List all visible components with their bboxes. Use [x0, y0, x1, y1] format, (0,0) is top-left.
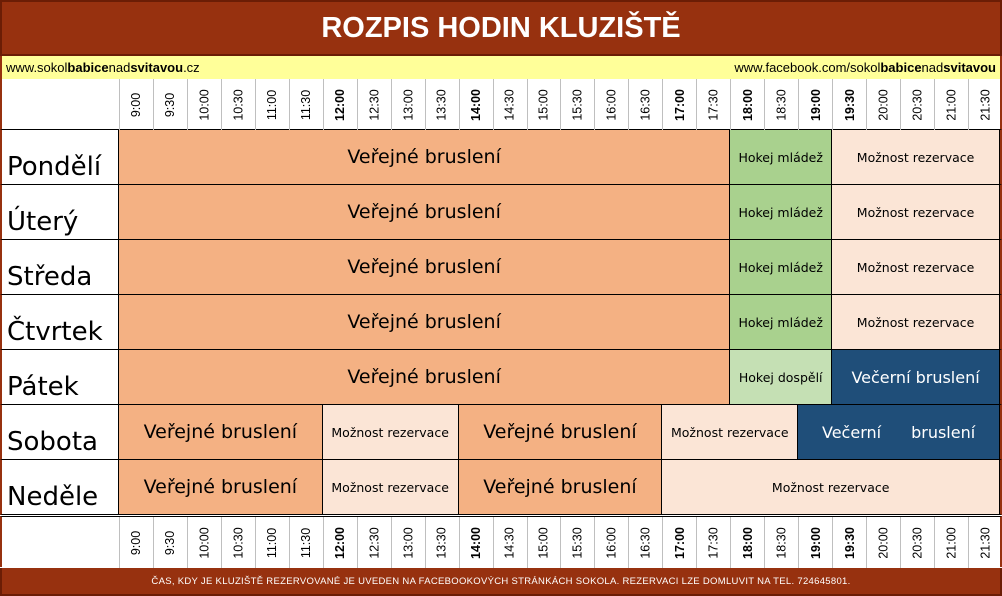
page-title: ROZPIS HODIN KLUZIŠTĚ: [0, 0, 1002, 56]
schedule-block-public: Veřejné bruslení: [119, 295, 730, 349]
time-label-text: 13:00: [401, 526, 416, 559]
top-time-label: [594, 79, 628, 130]
top-time-label: [187, 79, 221, 130]
day-label: Neděle: [2, 460, 119, 515]
time-label-text: 18:00: [740, 526, 755, 559]
time-label-text: 21:00: [944, 88, 959, 121]
time-label-text: 9:00: [129, 92, 144, 117]
time-label-text: 14:00: [469, 88, 484, 121]
schedule-block-public: Veřejné bruslení: [459, 405, 663, 459]
time-label-text: 17:00: [672, 88, 687, 121]
time-label-text: 19:00: [808, 88, 823, 121]
footer-note: ČAS, KDY JE KLUZIŠTĚ REZERVOVANÉ JE UVEDEN NA FACEBOOKOVÝCH STRÁNKÁCH SOKOLA. REZERVACI LZE DOMLUVIT NA TEL. 724645801.: [0, 568, 1002, 596]
top-time-label: [153, 79, 187, 130]
schedule-block-reserve: Možnost rezervace: [323, 460, 459, 514]
website-link-part: .cz: [183, 60, 200, 75]
top-time-label: [255, 79, 289, 130]
website-link-part: www.sokol: [6, 60, 68, 75]
schedule-block-youth: Hokej mládež: [730, 240, 832, 294]
time-label-text: 16:00: [604, 88, 619, 121]
schedule-block-reserve: Možnost rezervace: [832, 185, 1000, 239]
bottom-time-label: [662, 517, 696, 568]
time-label-text: 18:00: [740, 88, 755, 121]
time-label-text: 19:00: [808, 526, 823, 559]
bottom-time-label: [832, 517, 866, 568]
day-row: [0, 185, 1002, 240]
facebook-link-part: www.facebook.com/sokol: [734, 60, 881, 75]
day-label: Sobota: [2, 405, 119, 460]
schedule-block-adult: Hokej dospělí: [730, 350, 832, 404]
top-time-label: [934, 79, 968, 130]
time-label-text: 9:30: [163, 92, 178, 117]
bottom-time-label: [425, 517, 459, 568]
top-time-label: [968, 79, 1002, 130]
time-label-text: 20:00: [876, 526, 891, 559]
facebook-link-part: svitavou: [943, 60, 996, 75]
block-text-part: bruslení: [911, 422, 976, 442]
time-label-text: 16:00: [604, 526, 619, 559]
bottom-time-label: [594, 517, 628, 568]
schedule-block-public: Veřejné bruslení: [119, 350, 730, 404]
time-label-text: 21:00: [944, 526, 959, 559]
time-label-text: 10:30: [231, 88, 246, 121]
time-label-text: 19:30: [842, 88, 857, 121]
top-time-label: [560, 79, 594, 130]
time-label-text: 20:00: [876, 88, 891, 121]
time-label-text: 19:30: [842, 526, 857, 559]
time-label-text: 14:30: [503, 88, 518, 121]
time-label-text: 10:00: [197, 526, 212, 559]
time-label-text: 10:00: [197, 88, 212, 121]
bottom-time-label: [900, 517, 934, 568]
schedule-block-public: Veřejné bruslení: [119, 130, 730, 184]
top-time-label: [119, 79, 153, 130]
bottom-time-label: [798, 517, 832, 568]
time-header-top: [0, 79, 1002, 130]
bottom-time-label: [764, 517, 798, 568]
day-row: [0, 460, 1002, 515]
schedule-block-reserve: Možnost rezervace: [832, 295, 1000, 349]
time-label-text: 13:30: [435, 526, 450, 559]
website-link-part: babice: [67, 60, 109, 75]
top-time-label: [357, 79, 391, 130]
facebook-link-part: babice: [880, 60, 922, 75]
time-label-text: 9:00: [129, 530, 144, 555]
time-label-text: 17:30: [706, 88, 721, 121]
bottom-time-label: [119, 517, 153, 568]
time-header-bottom: [0, 516, 1002, 567]
url-bar: [0, 56, 1002, 79]
time-label-text: 15:00: [536, 88, 551, 121]
top-time-label: [764, 79, 798, 130]
day-row: [0, 130, 1002, 185]
bottom-time-label: [357, 517, 391, 568]
schedule-block-public: Veřejné bruslení: [459, 460, 663, 514]
time-label-text: 11:00: [265, 89, 280, 120]
top-time-label: [221, 79, 255, 130]
top-time-label: [459, 79, 493, 130]
schedule-block-reserve: Možnost rezervace: [323, 405, 459, 459]
top-time-label: [628, 79, 662, 130]
time-label-text: 12:30: [367, 526, 382, 559]
time-label-text: 11:30: [299, 89, 314, 120]
time-label-text: 13:30: [435, 88, 450, 121]
day-label: Čtvrtek: [2, 295, 119, 350]
top-time-label: [391, 79, 425, 130]
top-time-label: [493, 79, 527, 130]
top-time-label: [866, 79, 900, 130]
facebook-link-part: nad: [921, 60, 944, 75]
top-time-label: [323, 79, 357, 130]
time-label-text: 21:30: [978, 88, 993, 121]
time-label-text: 17:30: [706, 526, 721, 559]
bottom-time-label: [527, 517, 561, 568]
schedule-block-reserve: Možnost rezervace: [832, 240, 1000, 294]
time-label-text: 11:30: [299, 527, 314, 558]
time-label-text: 15:30: [570, 526, 585, 559]
day-row: [0, 240, 1002, 295]
top-time-label: [662, 79, 696, 130]
time-label-text: 21:30: [978, 526, 993, 559]
schedule-block-public: Veřejné bruslení: [119, 460, 323, 514]
bottom-time-label: [493, 517, 527, 568]
schedule-block-evening: Večerní bruslení: [832, 350, 1000, 404]
bottom-time-label: [187, 517, 221, 568]
time-label-text: 9:30: [163, 530, 178, 555]
schedule-block-youth: Hokej mládež: [730, 295, 832, 349]
top-time-label: [696, 79, 730, 130]
time-label-text: 14:00: [469, 526, 484, 559]
time-label-text: 10:30: [231, 526, 246, 559]
bottom-time-label: [391, 517, 425, 568]
time-label-text: 15:30: [570, 88, 585, 121]
schedule-block-reserve: Možnost rezervace: [832, 130, 1000, 184]
day-row: [0, 295, 1002, 350]
time-label-text: 20:30: [910, 88, 925, 121]
top-time-label: [900, 79, 934, 130]
bottom-time-label: [153, 517, 187, 568]
block-text-part: Večerní: [822, 422, 882, 442]
day-label: Úterý: [2, 185, 119, 240]
website-link-part: nad: [108, 60, 131, 75]
top-time-label: [730, 79, 764, 130]
bottom-time-label: [560, 517, 594, 568]
facebook-link[interactable]: [734, 60, 996, 75]
website-link-part: svitavou: [130, 60, 184, 75]
time-label-text: 12:30: [367, 88, 382, 121]
schedule-block-youth: Hokej mládež: [730, 185, 832, 239]
bottom-time-label: [628, 517, 662, 568]
bottom-time-label: [934, 517, 968, 568]
time-label-text: 18:30: [774, 88, 789, 121]
schedule-block-public: Veřejné bruslení: [119, 185, 730, 239]
bottom-time-label: [255, 517, 289, 568]
schedule-block-youth: Hokej mládež: [730, 130, 832, 184]
time-label-text: 15:00: [536, 526, 551, 559]
bottom-time-label: [968, 517, 1002, 568]
top-time-label: [798, 79, 832, 130]
day-row: [0, 350, 1002, 405]
time-label-text: 20:30: [910, 526, 925, 559]
day-label: Pondělí: [2, 130, 119, 185]
bottom-time-label: [289, 517, 323, 568]
bottom-time-label: [696, 517, 730, 568]
time-label-text: 11:00: [265, 527, 280, 558]
top-time-label: [527, 79, 561, 130]
time-label-text: 12:00: [333, 88, 348, 121]
schedule-block-reserve: Možnost rezervace: [662, 460, 1000, 514]
top-time-label: [289, 79, 323, 130]
website-link[interactable]: [6, 60, 200, 75]
schedule-block-reserve: Možnost rezervace: [662, 405, 798, 459]
bottom-time-label: [221, 517, 255, 568]
day-label: Středa: [2, 240, 119, 295]
schedule-block-public: Veřejné bruslení: [119, 405, 323, 459]
time-label-text: 18:30: [774, 526, 789, 559]
time-label-text: 16:30: [638, 88, 653, 121]
bottom-time-label: [459, 517, 493, 568]
time-label-text: 16:30: [638, 526, 653, 559]
time-label-text: 13:00: [401, 88, 416, 121]
schedule-block-evening: [798, 405, 1000, 459]
time-label-text: 12:00: [333, 526, 348, 559]
schedule-grid: [0, 79, 1002, 568]
bottom-time-label: [866, 517, 900, 568]
top-time-label: [832, 79, 866, 130]
day-row: [0, 405, 1002, 460]
day-label: Pátek: [2, 350, 119, 405]
bottom-time-label: [730, 517, 764, 568]
bottom-time-label: [323, 517, 357, 568]
time-label-text: 14:30: [503, 526, 518, 559]
schedule-block-public: Veřejné bruslení: [119, 240, 730, 294]
time-label-text: 17:00: [672, 526, 687, 559]
top-time-label: [425, 79, 459, 130]
